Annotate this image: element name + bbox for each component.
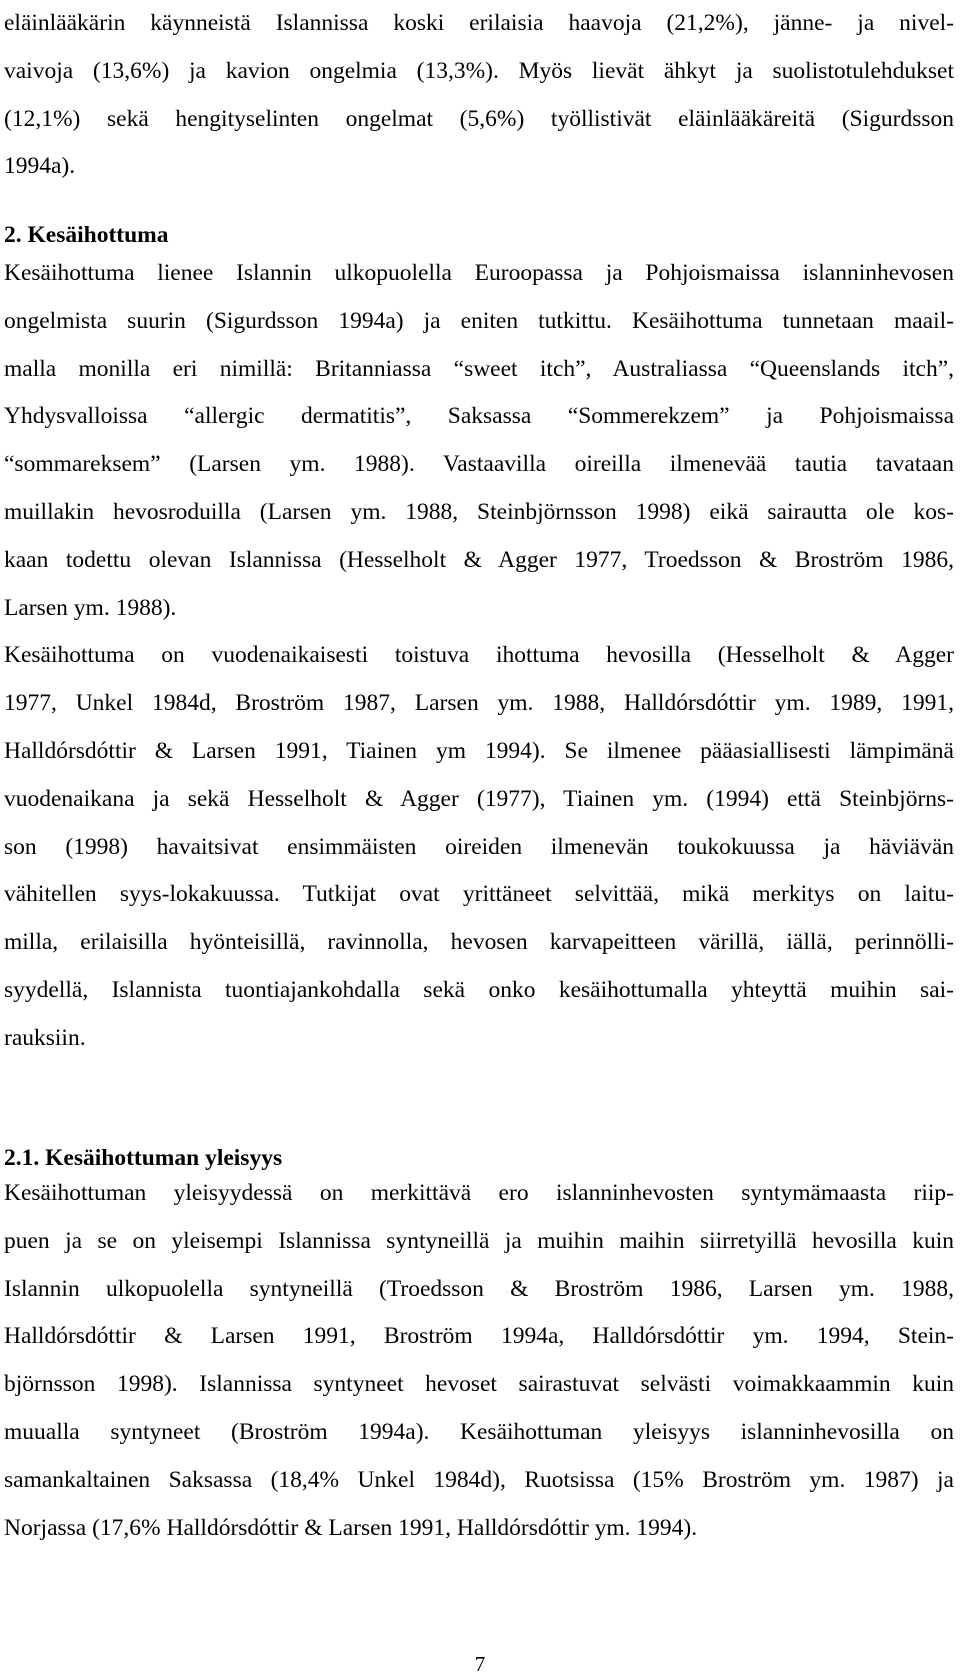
text-line: björnsson 1998). Islannissa syntyneet hevoset sairastuvat selvästi voimakkaammin kuin [4,1371,954,1398]
text-line: milla, erilaisilla hyönteisillä, ravinnolla, hevosen karvapeitteen värillä, iällä, perinnölli- [4,929,954,956]
text-line: vuodenaikana ja sekä Hesselholt & Agger (1977), Tiainen ym. (1994) että Steinbjörns- [4,785,954,812]
text-line: muillakin hevosroduilla (Larsen ym. 1988, Steinbjörnsson 1998) eikä sairautta ole kos- [4,498,954,525]
text-line: Yhdysvalloissa “allergic dermatitis”, Saksassa “Sommerekzem” ja Pohjoismaissa [4,403,954,430]
section-2-1-body [4,1170,954,1552]
text-line: Kesäihottuma on vuodenaikaisesti toistuva ihottuma hevosilla (Hesselholt & Agger [4,642,954,669]
text-line: malla monilla eri nimillä: Britanniassa “sweet itch”, Australiassa “Queenslands itch”, [4,355,954,382]
text-line: puen ja se on yleisempi Islannissa syntyneillä ja muihin maihin siirretyillä hevosilla kuin [4,1227,954,1254]
text-line: vaivoja (13,6%) ja kavion ongelmia (13,3%). Myös lievät ähkyt ja suolistotulehdukset [4,57,954,84]
text-line: eläinlääkärin käynneistä Islannissa koski erilaisia haavoja (21,2%), jänne- ja nivel- [4,10,954,36]
text-line: Norjassa (17,6% Halldórsdóttir & Larsen 1991, Halldórsdóttir ym. 1994). [4,1514,698,1541]
text-line: Halldórsdóttir & Larsen 1991, Tiainen ym 1994). Se ilmenee pääasiallisesti lämpimänä [4,737,954,764]
text-line: vähitellen syys-lokakuussa. Tutkijat ovat yrittäneet selvittää, mikä merkitys on laitu- [4,881,954,908]
text-line: Larsen ym. 1988). [4,594,177,621]
subsection-heading: 2.1. Kesäihottuman yleisyys [4,1145,283,1171]
intro-paragraph [4,0,954,191]
section-2-body [4,250,954,1063]
text-line: 1977, Unkel 1984d, Broström 1987, Larsen ym. 1988, Halldórsdóttir ym. 1989, 1991, [4,690,954,717]
text-line: 1994a). [4,153,76,180]
text-line: samankaltainen Saksassa (18,4% Unkel 1984d), Ruotsissa (15% Broström ym. 1987) ja [4,1466,954,1493]
text-line: muualla syntyneet (Broström 1994a). Kesäihottuman yleisyys islanninhevosilla on [4,1418,954,1445]
page-number: 7 [474,1652,486,1676]
text-line: Islannin ulkopuolella syntyneillä (Troedsson & Broström 1986, Larsen ym. 1988, [4,1275,954,1302]
text-line: Kesäihottuman yleisyydessä on merkittävä ero islanninhevosten syntymämaasta riip- [4,1180,954,1206]
section-heading: 2. Kesäihottuma [4,222,169,248]
text-line: kaan todettu olevan Islannissa (Hesselholt & Agger 1977, Troedsson & Broström 1986, [4,546,954,573]
text-line: son (1998) havaitsivat ensimmäisten oireiden ilmenevän toukokuussa ja häviävän [4,833,954,860]
text-line: syydellä, Islannista tuontiajankohdalla sekä onko kesäihottumalla yhteyttä muihin sai- [4,976,954,1003]
text-line: Kesäihottuma lienee Islannin ulkopuolella Euroopassa ja Pohjoismaissa islanninhevosen [4,260,954,286]
text-line: “sommareksem” (Larsen ym. 1988). Vastaavilla oireilla ilmenevää tautia tavataan [4,451,954,478]
text-line: rauksiin. [4,1024,86,1051]
text-line: Halldórsdóttir & Larsen 1991, Broström 1994a, Halldórsdóttir ym. 1994, Stein- [4,1323,954,1350]
text-line: ongelmista suurin (Sigurdsson 1994a) ja eniten tutkittu. Kesäihottuma tunnetaan maail- [4,307,954,334]
text-line: (12,1%) sekä hengityselinten ongelmat (5,6%) työllistivät eläinlääkäreitä (Sigurdsson [4,105,954,132]
